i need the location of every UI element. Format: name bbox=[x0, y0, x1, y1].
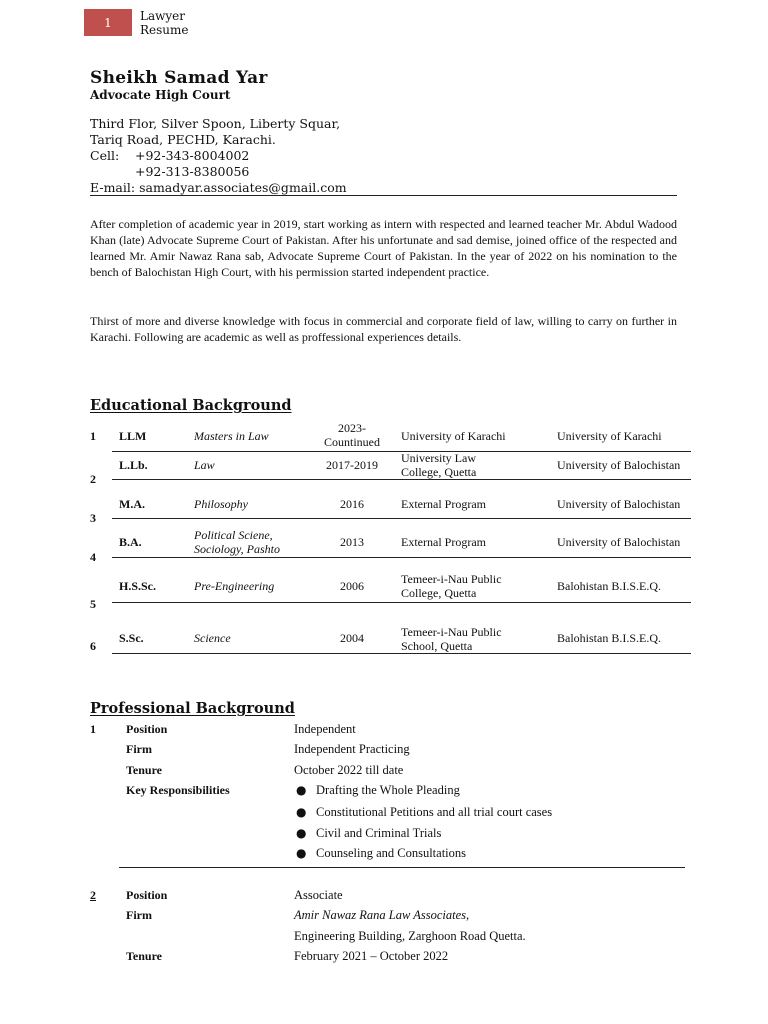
education-row-divider bbox=[112, 653, 691, 654]
education-degree: M.A. bbox=[119, 497, 145, 511]
firm-address: Engineering Building, Zarghoon Road Quetta. bbox=[294, 929, 526, 943]
education-institute-line2: College, Quetta bbox=[401, 586, 477, 600]
position-value: Independent bbox=[294, 722, 356, 736]
summary-paragraph-1: After completion of academic year in 2019, start working as intern with respected and learned teacher Mr. Abdul Wadood Khan (late) Advocate Supreme Court of Pakistan. After his unfortunate and sad demise, joined office of the respected and learned Mr. Amir Nawaz Rana sab, Advocate Supreme Court of Pakistan. In the year of 2022 on his nomination to the bench of Balochistan High Court, with his permission started independent practice. bbox=[90, 217, 677, 279]
education-institute: External Program bbox=[401, 535, 486, 549]
education-subject: Philosophy bbox=[194, 497, 248, 511]
email-row bbox=[90, 180, 347, 196]
education-degree: S.Sc. bbox=[119, 631, 144, 645]
tenure-label: Tenure bbox=[126, 763, 163, 777]
document-label-line2: Resume bbox=[140, 23, 189, 37]
phone-2[interactable]: +92-313-8380056 bbox=[135, 164, 250, 179]
contact-block bbox=[90, 116, 347, 196]
tenure-label: Tenure bbox=[126, 949, 163, 963]
education-year: 2016 bbox=[340, 497, 364, 511]
education-row-number: 5 bbox=[90, 597, 96, 611]
professional-heading: Professional Background bbox=[90, 700, 295, 717]
firm-value: Independent Practicing bbox=[294, 742, 410, 756]
email-label: E-mail: bbox=[90, 180, 136, 195]
education-row-divider bbox=[112, 602, 691, 603]
education-year: 2017-2019 bbox=[326, 458, 378, 472]
education-subject bbox=[194, 528, 280, 556]
tenure-value: February 2021 – October 2022 bbox=[294, 949, 449, 963]
education-board: University of Karachi bbox=[557, 429, 662, 443]
designation: Advocate High Court bbox=[90, 88, 231, 102]
education-board: Balohistan B.I.S.E.Q. bbox=[557, 631, 661, 645]
education-year-line2: Countinued bbox=[324, 435, 380, 449]
cell-label: Cell: bbox=[90, 148, 120, 163]
education-row-number: 1 bbox=[90, 429, 96, 443]
tenure-value: October 2022 till date bbox=[294, 763, 404, 777]
education-year bbox=[310, 421, 394, 449]
phone-row-2 bbox=[90, 164, 347, 180]
education-degree: L.Lb. bbox=[119, 458, 148, 472]
phone-row-1 bbox=[90, 148, 347, 164]
education-board: University of Balochistan bbox=[557, 458, 681, 472]
education-degree: LLM bbox=[119, 429, 147, 443]
education-subject-line2: Sociology, Pashto bbox=[194, 542, 280, 556]
education-subject: Law bbox=[194, 458, 215, 472]
position-label: Position bbox=[126, 722, 168, 736]
education-row-divider bbox=[112, 518, 691, 519]
document-label-line1: Lawyer bbox=[140, 9, 186, 23]
firm-label: Firm bbox=[126, 742, 152, 756]
bullet-icon: ● bbox=[296, 846, 307, 860]
education-row-number: 6 bbox=[90, 639, 96, 653]
bullet-icon: ● bbox=[296, 805, 307, 819]
address-line-2: Tariq Road, PECHD, Karachi. bbox=[90, 132, 276, 147]
education-institute-line2: School, Quetta bbox=[401, 639, 473, 653]
education-board: University of Balochistan bbox=[557, 497, 681, 511]
education-degree: H.S.Sc. bbox=[119, 579, 157, 593]
firm-value: Amir Nawaz Rana Law Associates, bbox=[294, 908, 470, 922]
position-value: Associate bbox=[294, 888, 343, 902]
responsibility-item: Civil and Criminal Trials bbox=[316, 826, 442, 840]
bullet-icon: ● bbox=[296, 783, 307, 797]
education-board: University of Balochistan bbox=[557, 535, 681, 549]
education-year-line1: 2023- bbox=[338, 421, 366, 435]
professional-entry-number: 1 bbox=[90, 722, 96, 736]
education-subject: Masters in Law bbox=[194, 429, 269, 443]
position-label: Position bbox=[126, 888, 168, 902]
page-number-badge: 1 bbox=[84, 9, 132, 36]
education-institute bbox=[401, 451, 476, 479]
education-subject: Pre-Engineering bbox=[194, 579, 275, 593]
education-heading: Educational Background bbox=[90, 397, 292, 414]
education-subject: Science bbox=[194, 631, 231, 645]
bullet-icon: ● bbox=[296, 826, 307, 840]
responsibility-item: Constitutional Petitions and all trial court cases bbox=[316, 805, 553, 819]
education-board: Balohistan B.I.S.E.Q. bbox=[557, 579, 661, 593]
education-year: 2006 bbox=[340, 579, 364, 593]
education-institute bbox=[401, 625, 502, 653]
education-institute: External Program bbox=[401, 497, 486, 511]
responsibility-item: Drafting the Whole Pleading bbox=[316, 783, 460, 797]
education-institute-line1: Temeer-i-Nau Public bbox=[401, 572, 502, 586]
education-institute-line1: University Law bbox=[401, 451, 476, 465]
education-institute bbox=[401, 572, 502, 600]
responsibilities-label: Key Responsibilities bbox=[126, 783, 230, 797]
education-institute-line2: College, Quetta bbox=[401, 465, 477, 479]
person-name: Sheikh Samad Yar bbox=[90, 68, 268, 88]
email-link[interactable]: samadyar.associates@gmail.com bbox=[139, 180, 347, 195]
education-institute-line1: Temeer-i-Nau Public bbox=[401, 625, 502, 639]
phone-1[interactable]: +92-343-8004002 bbox=[135, 148, 250, 163]
document-label bbox=[140, 9, 189, 37]
education-row-number: 2 bbox=[90, 472, 96, 486]
education-row-number: 3 bbox=[90, 511, 96, 525]
education-year: 2004 bbox=[340, 631, 364, 645]
education-row-divider bbox=[112, 479, 691, 480]
address-line-1: Third Flor, Silver Spoon, Liberty Squar, bbox=[90, 116, 341, 131]
education-row-number: 4 bbox=[90, 550, 96, 564]
summary-paragraph-2: Thirst of more and diverse knowledge with focus in commercial and corporate field of law, willing to carry on further in Karachi. Following are academic as well as proffessional experiences details. bbox=[90, 314, 677, 344]
education-row-divider bbox=[112, 557, 691, 558]
contact-divider bbox=[90, 195, 677, 196]
responsibility-item: Counseling and Consultations bbox=[316, 846, 466, 860]
firm-label: Firm bbox=[126, 908, 152, 922]
education-degree: B.A. bbox=[119, 535, 142, 549]
education-year: 2013 bbox=[340, 535, 364, 549]
professional-entry-number: 2 bbox=[90, 888, 96, 902]
professional-entry-divider bbox=[119, 867, 685, 868]
education-subject-line1: Political Sciene, bbox=[194, 528, 273, 542]
education-institute: University of Karachi bbox=[401, 429, 506, 443]
